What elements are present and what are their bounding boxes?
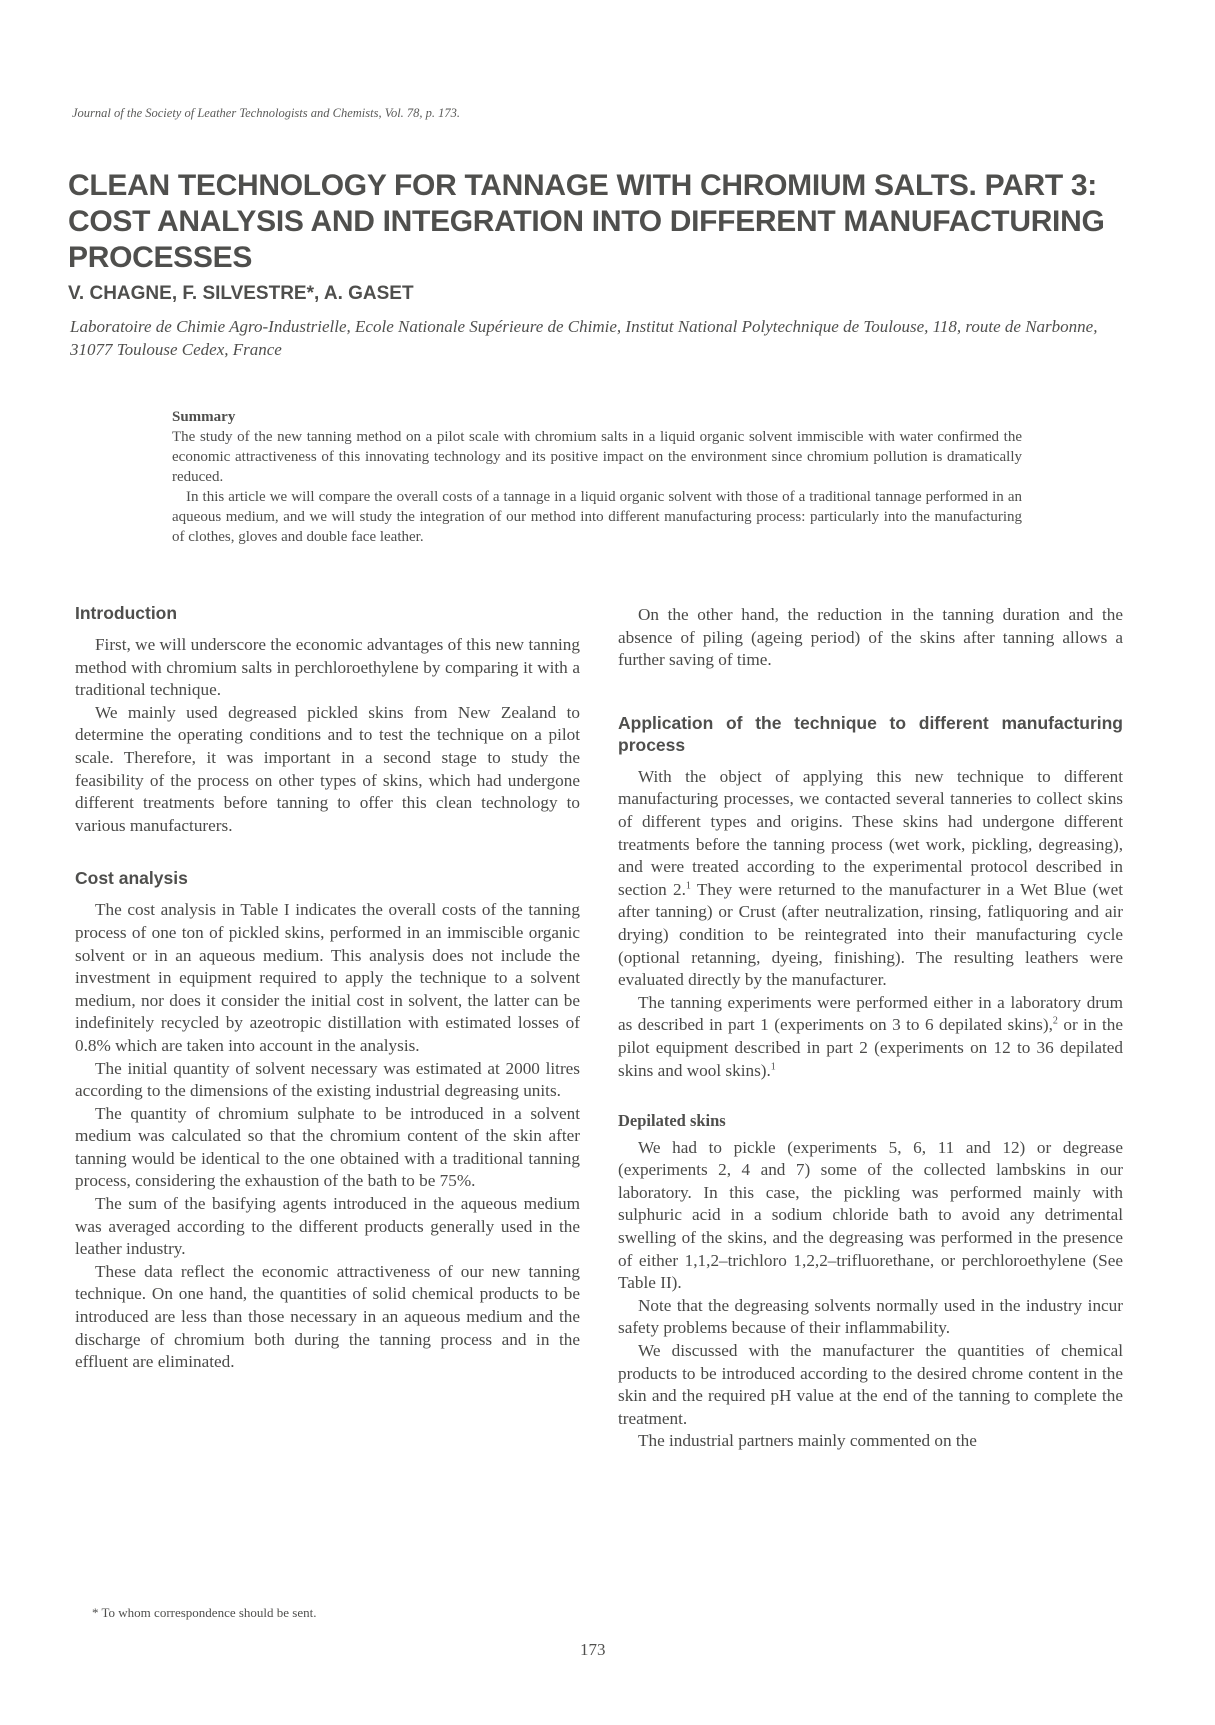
body-paragraph: First, we will underscore the economic advantages of this new tanning method with chromium salts in perchloroethylene by comparing it with a traditional technique. [75, 635, 580, 700]
body-paragraph: We had to pickle (experiments 5, 6, 11 and 12) or degrease (experiments 2, 4 and 7) some of the collected lambskins in our laboratory. In this case, the pickling was performed mainly with sulphuric acid in a sodium chloride bath to avoid any detrimental swelling of the skins, and the degreasing was performed in the presence of either 1,1,2–trichloro 1,2,2–trifluorethane, or perchloroethylene (See Table II). [618, 1137, 1123, 1293]
body-paragraph: On the other hand, the reduction in the tanning duration and the absence of piling (ageing period) of the skins after tanning allows a further saving of time. [618, 605, 1123, 670]
summary-block [172, 407, 1022, 547]
body-paragraph: With the object of applying this new technique to different manufacturing processes, we contacted several tanneries to collect skins of different types and origins. These skins had undergone different treatments before the tanning process (wet work, pickling, degreasing), and were treated according to the experimental protocol described in section 2.$^1$ They were returned to the manufacturer in a Wet Blue (wet after tanning) or Crust (after neutralization, rinsing, fatliquoring and air drying) condition to be reintegrated into their manufacturing cycle (optional retanning, dyeing, finishing). The resulting leathers were evaluated directly by the manufacturer. [618, 766, 1124, 990]
body-paragraph: These data reflect the economic attractiveness of our new tanning technique. On one hand, the quantities of solid chemical products to be introduced are less than those necessary in an aqueous medium and the discharge of chromium both during the tanning process and in the effluent are eliminated. [75, 1261, 580, 1372]
left-column [75, 602, 580, 1374]
section-heading-cost-analysis: Cost analysis [75, 868, 188, 889]
body-paragraph: The initial quantity of solvent necessary was estimated at 2000 litres according to the dimensions of the existing industrial degreasing units. [75, 1058, 580, 1101]
citation-ref: 1 [770, 1060, 776, 1072]
body-paragraph: We discussed with the manufacturer the quantities of chemical products to be introduced according to the desired chrome content in the skin and the required pH value at the end of the tanning to complete the treatment. [618, 1341, 1123, 1428]
summary-paragraph: In this article we will compare the overall costs of a tannage in a liquid organic solvent with those of a traditional tannage performed in an aqueous medium, and we will study the integration of our method into different manufacturing process: particularly into the manufacturing of clothes, gloves and double face leather. [172, 489, 1022, 545]
citation-ref: 2 [1052, 1015, 1058, 1027]
body-paragraph: The sum of the basifying agents introduced in the aqueous medium was averaged according to the different products generally used in the leather industry. [75, 1194, 580, 1259]
body-paragraph: The quantity of chromium sulphate to be introduced in a solvent medium was calculated so that the chromium content of the skin after tanning would be identical to the one obtained with a traditional tanning process, considering the exhaustion of the bath to be 75%. [75, 1103, 580, 1191]
article-title: CLEAN TECHNOLOGY FOR TANNAGE WITH CHROMIUM SALTS. PART 3: COST ANALYSIS AND INTEGRATION INTO DIFFERENT MANUFACTURING PROCESSES [68, 169, 1105, 274]
summary-paragraph: The study of the new tanning method on a pilot scale with chromium salts in a liquid organic solvent immiscible with water confirmed the economic attractiveness of this innovating technology and its positive impact on the environment since chromium pollution is dramatically reduced. [172, 429, 1022, 485]
body-paragraph: The cost analysis in Table I indicates the overall costs of the tanning process of one ton of pickled skins, performed in an immiscible organic solvent or in an aqueous medium. This analysis does not include the investment in equipment required to apply the technique to a solvent medium, nor does it consider the initial cost in solvent, the latter can be indefinitely recycled by azeotropic distillation with estimated losses of 0.8% which are taken into account in the analysis. [75, 900, 580, 1055]
subsection-heading-depilated: Depilated skins [618, 1111, 726, 1131]
summary-heading: Summary [172, 409, 236, 425]
author-affiliation: Laboratoire de Chimie Agro-Industrielle, Ecole Nationale Supérieure de Chimie, Institut National Polytechnique de Toulouse, 118, route de Narbonne, 31077 Toulouse Cedex, France [70, 317, 1098, 359]
article-authors: V. CHAGNE, F. SILVESTRE*, A. GASET [68, 283, 414, 304]
right-column [618, 604, 1123, 1453]
section-heading-introduction: Introduction [75, 603, 178, 623]
body-paragraph: Note that the degreasing solvents normally used in the industry incur safety problems because of their inflammability. [618, 1295, 1123, 1338]
citation-ref: 1 [685, 880, 691, 892]
page-number: 173 [580, 1640, 606, 1659]
journal-citation: Journal of the Society of Leather Technologists and Chemists, Vol. 78, p. 173. [72, 106, 461, 120]
footnote: * To whom correspondence should be sent. [92, 1605, 317, 1620]
section-heading-application: Application of the technique to different manufacturing process [618, 712, 1123, 755]
body-paragraph: We mainly used degreased pickled skins from New Zealand to determine the operating conditions and to test the technique on a pilot scale. Therefore, it was important in a second stage to study the feasibility of the process on other types of skins, which had undergone different treatments before tanning to offer this clean technology to various manufacturers. [75, 702, 580, 835]
body-paragraph: The industrial partners mainly commented on the [638, 1431, 977, 1451]
body-paragraph: The tanning experiments were performed either in a laboratory drum as described in part 1 (experiments on 3 to 6 depilated skins),$^2$ or in the pilot equipment described in part 2 (experiments on 12 to 36 depilated skins and wool skins).$^1$ [618, 992, 1123, 1080]
